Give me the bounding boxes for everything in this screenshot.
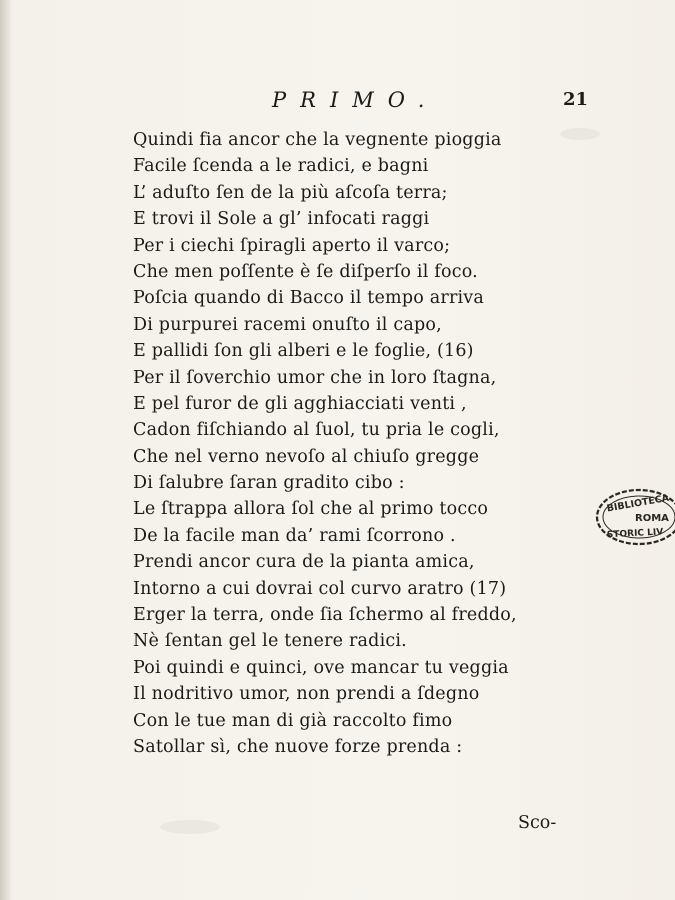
verse-line: Quindi fia ancor che la vegnente pioggia bbox=[133, 130, 502, 150]
page-header bbox=[0, 88, 675, 118]
stamp-line-1: BIBLIOTECA bbox=[606, 492, 670, 515]
verse-line: L’ aduſto ſen de la più aſcoſa terra; bbox=[133, 182, 448, 203]
verse-line: Erger la terra, onde ſia ſchermo al freddo, bbox=[133, 605, 517, 626]
library-stamp-graphic bbox=[593, 485, 675, 549]
verse-line: E pallidi ſon gli alberi e le foglie, (16) bbox=[133, 341, 474, 362]
verse-line: Che nel verno nevoſo al chiuſo gregge bbox=[133, 446, 480, 467]
stamp-line-2: ROMA bbox=[635, 513, 669, 524]
catchword: Sco- bbox=[518, 813, 557, 833]
page-spine-shadow bbox=[0, 0, 10, 900]
verse-line: De la facile man da’ rami ſcorrono . bbox=[133, 525, 456, 546]
verse-line: Il nodritivo umor, non prendi a ſdegno bbox=[133, 684, 480, 705]
verse-line: Nè ſentan gel le tenere radici. bbox=[133, 631, 407, 652]
verse-line: E trovi il Sole a gl’ infocati raggi bbox=[133, 209, 430, 230]
verse-line: Cadon fiſchiando al ſuol, tu pria le cogli, bbox=[133, 420, 500, 441]
verse-line: Per il ſoverchio umor che in loro ſtagna, bbox=[133, 367, 497, 388]
verse-line: Prendi ancor cura de la pianta amica, bbox=[133, 552, 475, 573]
running-title: PRIMO. bbox=[272, 88, 439, 112]
verse-line: E pel furor de gli agghiacciati venti , bbox=[133, 393, 467, 414]
verse-line: Poſcia quando di Bacco il tempo arriva bbox=[133, 288, 485, 309]
page-number: 21 bbox=[563, 89, 589, 110]
verse-line: Per i ciechi ſpiragli aperto il varco; bbox=[133, 235, 451, 256]
verse-line: Di purpurei racemi onuſto il capo, bbox=[133, 314, 442, 335]
verse-line: Satollar sì, che nuove forze prenda : bbox=[133, 736, 463, 757]
verse-line: Che men poſſente è ſe diſperſo il foco. bbox=[133, 261, 478, 282]
verse-line: Poi quindi e quinci, ove mancar tu veggia bbox=[133, 657, 509, 678]
verse-line: Le ſtrappa allora ſol che al primo tocco bbox=[133, 499, 489, 520]
poem-text bbox=[133, 127, 583, 760]
verse-line: Facile ſcenda a le radici, e bagni bbox=[133, 156, 429, 177]
verse-line: Intorno a cui dovrai col curvo aratro (17) bbox=[133, 578, 507, 599]
stamp-line-3: STORIC LIV bbox=[606, 527, 664, 541]
verse-line: Di ſalubre ſaran gradito cibo : bbox=[133, 473, 405, 494]
paper-stain bbox=[160, 820, 220, 834]
library-stamp bbox=[593, 485, 675, 549]
verse-line: Con le tue man di già raccolto fimo bbox=[133, 710, 453, 731]
